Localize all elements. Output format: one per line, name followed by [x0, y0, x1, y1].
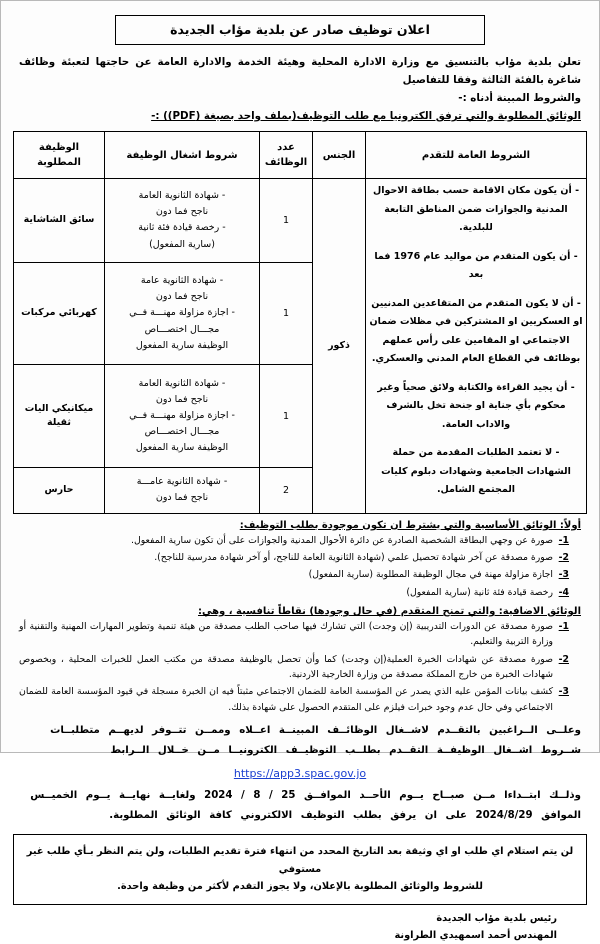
intro-line-1: تعلن بلدية مؤاب بالتنسيق مع وزارة الادارة المحلية وهيئة الخدمة والادارة العامة عن حاجتها لتعبئة وظائف شاغرة بالفئة الثالثة وفقا للتفاصيل: [19, 56, 581, 87]
count-cell: 1: [260, 262, 313, 365]
requirement-line: (سارية المفعول): [149, 238, 215, 250]
requirement-line: ناجح فما دون: [155, 206, 209, 218]
table-header-row: [14, 132, 587, 179]
list-item: [19, 652, 569, 683]
condition-item: - أن يجيد القراءة والكتابة ولائق صحياً وغير محكوم بأي جناية او جنحة تخل بالشرف والاداب العامة.: [377, 381, 575, 430]
requirements-cell: [105, 365, 260, 468]
list-item-text: صورة مصدقة عن شهادات الخبرة العملية(إن وجدت) كما وأن تحصل بالوظيفة مصدقة من مكتب العمل للخبرات المحلية ، وبخصوص شهادات الخبرة من خارج المملكة مصدقة من وزارة الخارجية الاردنية.: [19, 653, 553, 681]
list-marker: 3-: [558, 686, 569, 698]
list-marker: 4-: [558, 586, 569, 598]
header-count: عدد الوظائف: [260, 132, 313, 179]
requirement-line: الوظيفة سارية المفعول: [135, 442, 229, 454]
intro-line-3: الوثائق المطلوبة والتي ترفق الكترونيا مع طلب التوظيف(بملف واحد بصيغة (PDF)) :-: [151, 110, 581, 123]
requirement-line: ناجح فما دون: [155, 393, 209, 405]
intro-paragraph: [19, 53, 581, 125]
condition-item: - أن يكون مكان الاقامة حسب بطاقة الاحوال المدنية والجوازات ضمن المناطق التابعة للبلدية.: [372, 185, 580, 234]
closing-paragraph: [19, 721, 581, 826]
list-marker: 2-: [558, 653, 569, 665]
closing-line-1: وعلــى الــراغبين بالتقــدم لاشــغال الوظائــف المبينــة اعــلاه وممــن تتــوفر لديهــم متطلبــات: [50, 725, 581, 737]
requirement-line: - شهادة الثانوية العامة: [138, 190, 226, 202]
job-title-cell: سائق الشاشاية: [14, 179, 105, 263]
additional-docs-list: [19, 619, 569, 715]
list-item: [19, 550, 569, 565]
closing-line-2: شــروط اشــغال الوظيفــة التقــدم بطلــب التوظيــف الكترونيــا مــن خــلال الــرابط: [110, 744, 581, 756]
header-conditions: الشروط العامة للتقدم: [366, 132, 587, 179]
job-title-cell: حارس: [14, 467, 105, 513]
requirement-line: - شهادة الثانوية عامة: [140, 275, 224, 287]
list-item-text: كشف بيانات المؤمن عليه الذي يصدر عن المؤسسة العامة للضمان الاجتماعي مثبتاً فيه ان الخبرة مسجلة في قيود المؤسسة العامة للضمان الاجتماعي وفي حال عدم وجود خبرات فيلزم على المتقدم الحصول على شهادة بذلك.: [19, 686, 553, 713]
count-cell: 1: [260, 179, 313, 263]
primary-docs-list: [19, 533, 569, 600]
list-item-text: صورة عن وجهي البطاقة الشخصية الصادرة عن دائرة الأحوال المدنية والجوازات على أن تكون سارية المفعول.: [131, 534, 553, 546]
list-item: [19, 533, 569, 548]
requirements-cell: [105, 467, 260, 513]
header-requirements: شروط اشغال الوظيفة: [105, 132, 260, 179]
additional-docs-heading: الوثائق الاضافية: والتي تمنح المتقدم (في حال وجودها) نقاطاً تنافسية ، وهي:: [198, 606, 581, 618]
requirement-line: ناجح فما دون: [155, 492, 209, 504]
notice-line-2: للشروط والوثائق المطلوبة بالإعلان، ولا يجوز التقدم لأكثر من وظيفة واحدة.: [117, 881, 483, 893]
condition-item: - أن يكون المتقدم من مواليد عام 1976 فما بعد: [374, 250, 578, 281]
job-title-cell: ميكانيكي اليات ثقيلة: [14, 365, 105, 468]
list-item-text: صورة مصدقة عن آخر شهادة تحصيل علمي (شهادة الثانوية العامة للناجح، أو آخر شهادة مدرسية للناجح).: [154, 552, 553, 564]
list-item: [19, 585, 569, 600]
closing-line-4: الموافق 2024/8/29 على ان يرفق بطلب التوظيف الالكتروني كافة الوثائق المطلوبة.: [109, 810, 581, 822]
requirement-line: مجـــال اختصـــاص: [144, 323, 220, 335]
list-marker: 3-: [558, 569, 569, 581]
header-job: الوظيفة المطلوبة: [14, 132, 105, 179]
intro-line-2: والشروط المبينة أدناه :-: [458, 92, 581, 105]
page-title: اعلان توظيف صادر عن بلدية مؤاب الجديدة: [115, 15, 485, 45]
requirement-line: الوظيفة سارية المفعول: [135, 339, 229, 351]
count-cell: 1: [260, 365, 313, 468]
requirement-line: - رخصة قيادة فئة ثانية: [138, 222, 226, 234]
conditions-cell: [366, 179, 587, 514]
notice-box: [13, 834, 587, 905]
sex-cell: ذكور: [313, 179, 366, 514]
closing-line-3: وذلــك ابتــداءا مــن صبــاح يــوم الأحــد الموافــق 25 / 8 / 2024 ولغايــة نهايــة يــوم الخميــس: [30, 790, 581, 802]
primary-docs-heading: أولاً: الوثائق الأساسية والتي يشترط ان تكون موجودة بطلب التوظيف:: [239, 519, 581, 531]
requirement-line: ناجح فما دون: [155, 291, 209, 303]
requirements-cell: [105, 262, 260, 365]
table-row: [14, 179, 587, 263]
job-title-cell: كهربائي مركبات: [14, 262, 105, 365]
requirement-line: - اجازة مزاولة مهنـــة فــي: [129, 307, 235, 319]
list-item: [19, 567, 569, 582]
list-item-text: اجازة مزاولة مهنة في مجال الوظيفة المطلوبة (سارية المفعول): [308, 569, 553, 581]
list-marker: 1-: [558, 534, 569, 546]
signature-title: رئيس بلدية مؤاب الجديدة: [436, 912, 557, 924]
list-marker: 2-: [558, 552, 569, 564]
requirement-line: مجـــال اختصـــاص: [144, 426, 220, 438]
jobs-table: [13, 131, 587, 514]
header-sex: الجنس: [313, 132, 366, 179]
list-item-text: صورة مصدقة عن الدورات التدريبية (إن وجدت) التي تشارك فيها صاحب الطلب مصدقة من هيئة تنمية وتطوير المهارات المهنية والتقنية أو وزارة التربية والتعليم.: [19, 621, 553, 648]
signature-name: المهندس أحمد اسمهيدي الطراونة: [394, 929, 557, 941]
list-item: [19, 684, 569, 715]
condition-item: - لا تعتمد الطلبات المقدمة من حملة الشهادات الجامعية وشهادات دبلوم كليات المجتمع الشامل.: [381, 447, 571, 496]
requirement-line: - شهادة الثانوية العامة: [138, 377, 226, 389]
list-item-text: رخصة قيادة فئة ثانية (سارية المفعول): [406, 586, 553, 598]
list-item: [19, 619, 569, 650]
notice-line-1: لن يتم استلام اي طلب او اي وثيقة بعد التاريخ المحدد من انتهاء فترة تقديم الطلبات، ولن يتم النظر بـأي طلب غير مستوفي: [26, 846, 574, 875]
application-portal-link[interactable]: https://app3.spac.gov.jo: [233, 766, 367, 780]
count-cell: 2: [260, 467, 313, 513]
requirement-line: - اجازة مزاولة مهنـــة فــي: [129, 409, 235, 421]
signature-block: [13, 911, 557, 944]
list-marker: 1-: [558, 621, 569, 633]
requirements-cell: [105, 179, 260, 263]
condition-item: - أن لا يكون المتقدم من المتقاعدين المدنيين او العسكريين او المشتركين في مظلات ضمان الاجتماعي او المقامين على رأس عملهم بوظائف في القطاع العام المدني والعسكري.: [369, 297, 583, 365]
requirement-line: - شهادة الثانوية عامـــة: [136, 476, 228, 488]
